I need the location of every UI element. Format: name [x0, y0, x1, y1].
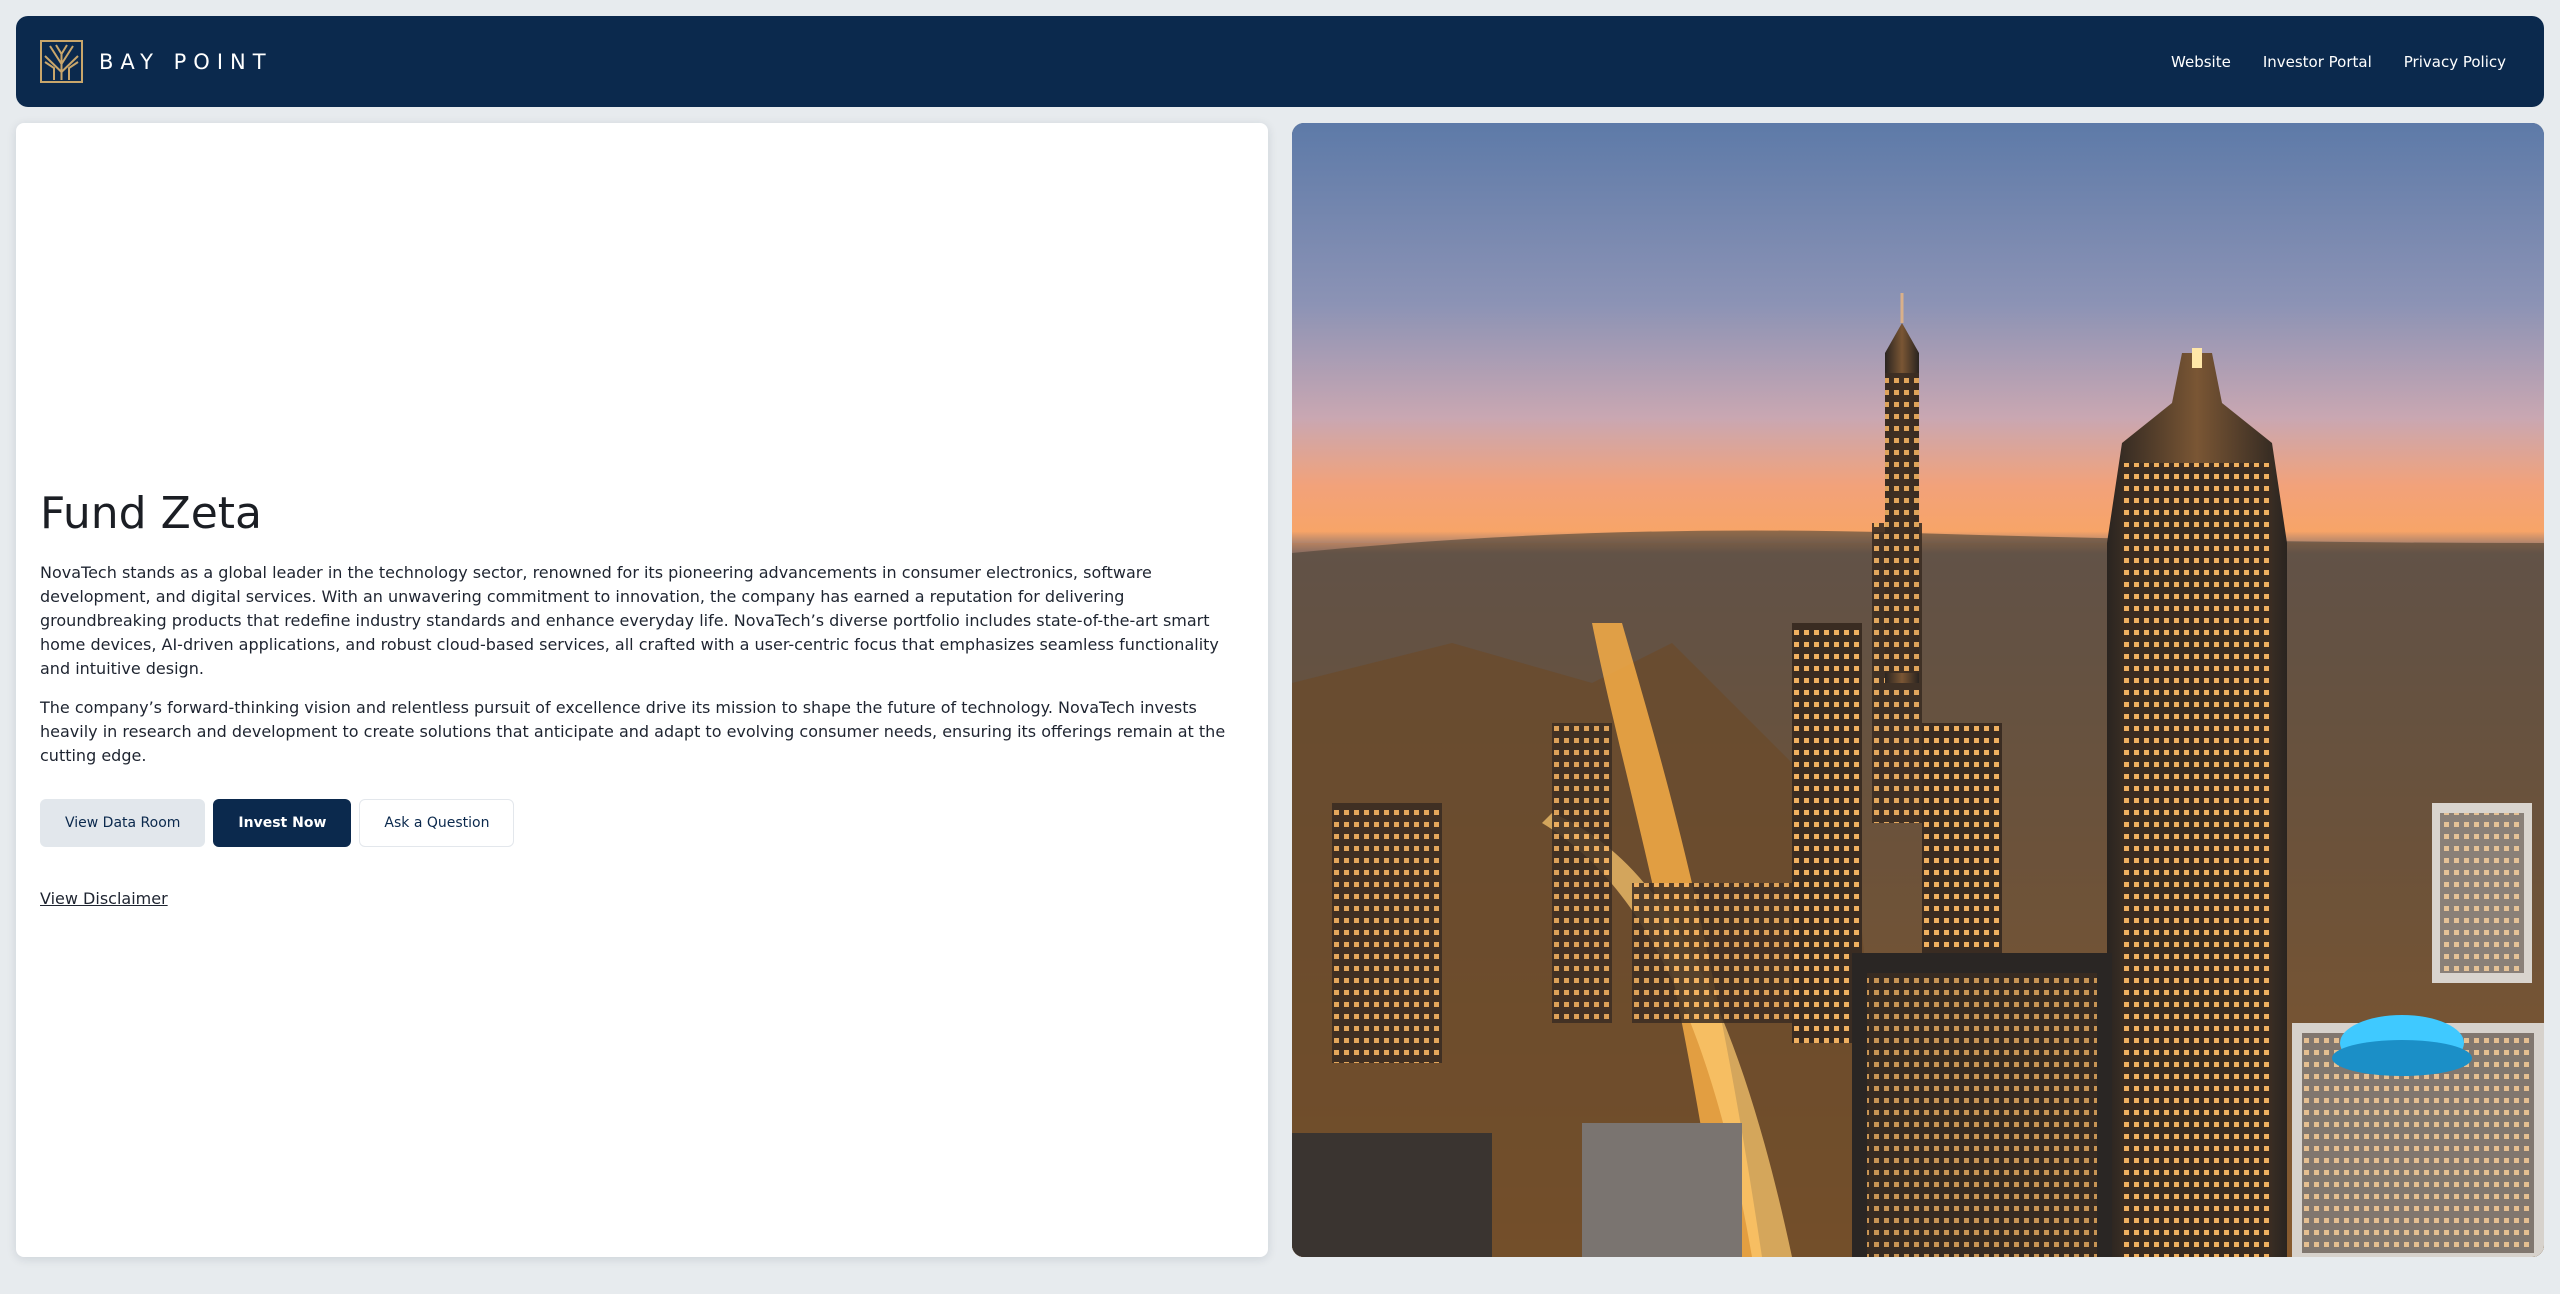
fund-content — [40, 488, 1240, 908]
hero-image — [1292, 123, 2544, 1257]
city-skyline-image — [1292, 123, 2544, 1257]
view-disclaimer-link[interactable]: View Disclaimer — [40, 889, 168, 908]
header-nav — [2139, 53, 2506, 71]
invest-now-button[interactable]: Invest Now — [213, 799, 351, 847]
fund-details-card — [16, 123, 1268, 1257]
view-data-room-button[interactable]: View Data Room — [40, 799, 205, 847]
action-buttons — [40, 799, 1240, 847]
bay-point-logo-icon — [40, 40, 83, 83]
nav-link-privacy-policy[interactable]: Privacy Policy — [2403, 52, 2506, 71]
ask-question-button[interactable]: Ask a Question — [359, 799, 514, 847]
fund-description-paragraph-2: The company’s forward-thinking vision and relentless pursuit of excellence drive its mission to shape the future of technology. NovaTech invests heavily in research and development to create solutions that anticipate and adapt to evolving consumer needs, ensuring its offerings remain at the cutting edge. — [40, 698, 1226, 765]
nav-link-investor-portal[interactable]: Investor Portal — [2262, 52, 2372, 71]
nav-link-website[interactable]: Website — [2171, 52, 2231, 71]
brand-name: BAY POINT — [99, 49, 273, 74]
fund-description-paragraph-1: NovaTech stands as a global leader in the technology sector, renowned for its pioneering advancements in consumer electronics, software development, and digital services. With an unwavering commitment to innovation, the company has earned a reputation for delivering groundbreaking products that redefine industry standards and enhance everyday life. NovaTech’s diverse portfolio includes state-of-the-art smart home devices, AI-driven applications, and robust cloud-based services, all crafted with a user-centric focus that emphasizes seamless functionality and intuitive design. — [40, 563, 1219, 678]
fund-title: Fund Zeta — [40, 488, 263, 539]
top-header — [16, 16, 2544, 107]
brand[interactable] — [40, 40, 273, 83]
